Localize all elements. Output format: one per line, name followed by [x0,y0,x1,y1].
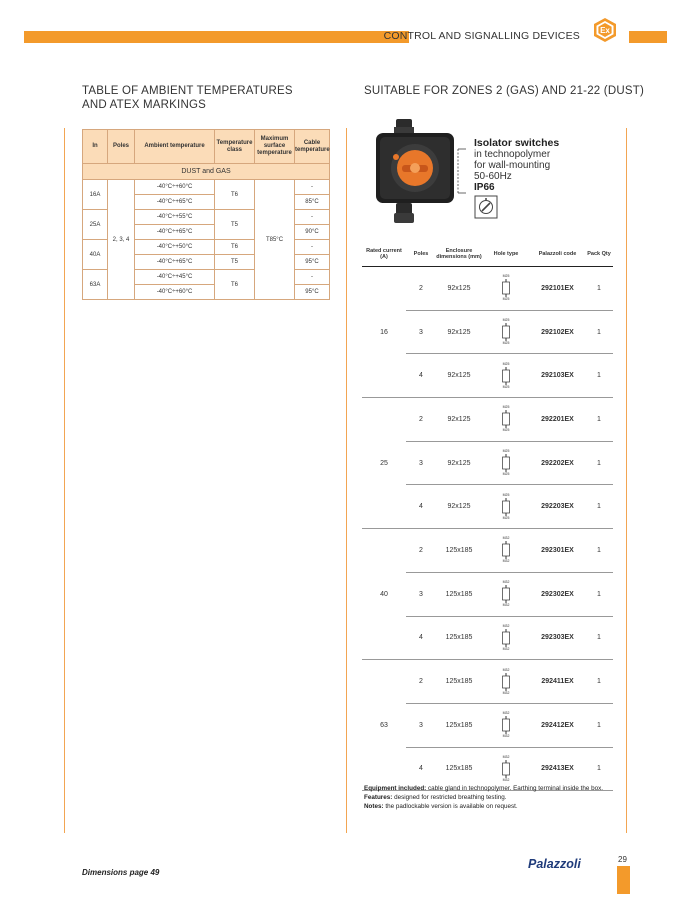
hole-label-top: M25 [502,405,510,410]
col-header: In [83,130,108,164]
in-cell: 40A [83,240,108,270]
class-cell: T6 [215,270,255,300]
dimensions-reference: Dimensions page 49 [82,868,160,877]
enclosure-hole-icon [501,279,511,297]
ambient-cell: -40°C÷+60°C [135,285,215,300]
pack-qty-cell: 1 [585,310,613,354]
equipment-note: Equipment included: cable gland in technopolymer. Earthing terminal inside the box. [364,785,604,792]
cable-cell: - [295,210,330,225]
hole-type-cell [482,529,530,573]
col-header: Palazzoli code [530,241,585,267]
palazzoli-code-cell: 292302EX [530,572,585,616]
ambient-cell: -40°C÷+50°C [135,240,215,255]
hole-type-cell [482,354,530,398]
col-header: Cable temperature [295,130,330,164]
hole-diagram [482,362,530,390]
class-cell: T5 [215,255,255,270]
hole-type-cell [482,441,530,485]
pack-qty-cell: 1 [585,529,613,573]
product-ip-rating: IP66 [474,182,495,193]
palazzoli-code-cell: 292413EX [530,747,585,791]
section-title: CONTROL AND SIGNALLING DEVICES [383,30,580,42]
poles-cell: 2, 3, 4 [108,180,135,300]
poles-cell: 3 [406,441,436,485]
hole-diagram [482,711,530,739]
poles-cell: 3 [406,310,436,354]
page-number: 29 [618,855,627,864]
hole-diagram [482,755,530,783]
palazzoli-code-cell: 292412EX [530,703,585,747]
rated-current-cell: 40 [362,529,406,660]
atex-ex-icon [592,17,618,43]
ambient-cell: -40°C÷+65°C [135,195,215,210]
poles-cell: 2 [406,398,436,442]
ambient-cell: -40°C÷+65°C [135,225,215,240]
ambient-table-title [82,84,302,112]
enclosure-hole-icon [501,760,511,778]
guide-line [64,128,65,833]
hole-diagram [482,624,530,652]
ambient-temperature-table [82,129,330,300]
hole-label-bottom: M32 [502,559,510,564]
guide-line [346,128,347,833]
palazzoli-code-cell: 292103EX [530,354,585,398]
palazzoli-code-cell: 292411EX [530,660,585,704]
dimensions-cell: 125x185 [436,747,482,791]
col-header: Maximum surface temperature [255,130,295,164]
product-table [362,241,613,791]
poles-cell: 2 [406,529,436,573]
dimensions-cell: 92x125 [436,441,482,485]
pack-qty-cell: 1 [585,485,613,529]
table-row [362,398,613,442]
palazzoli-code-cell: 292202EX [530,441,585,485]
cable-cell: 95°C [295,255,330,270]
cable-cell: 90°C [295,225,330,240]
guide-line [626,128,627,833]
palazzoli-code-cell: 292203EX [530,485,585,529]
palazzoli-code-cell: 292101EX [530,267,585,311]
hole-label-top: M32 [502,667,510,672]
hole-label-top: M25 [502,274,510,279]
palazzoli-code-cell: 292301EX [530,529,585,573]
dimensions-cell: 125x185 [436,660,482,704]
dimensions-cell: 125x185 [436,529,482,573]
hole-label-bottom: M32 [502,603,510,608]
brand-logo: Palazzoli [528,857,581,871]
poles-cell: 3 [406,572,436,616]
cable-cell: - [295,270,330,285]
cable-cell: 85°C [295,195,330,210]
dimensions-cell: 92x125 [436,398,482,442]
dimension-bracket [455,148,469,194]
col-header: Rated current (A) [362,241,406,267]
ambient-cell: -40°C÷+65°C [135,255,215,270]
pack-qty-cell: 1 [585,441,613,485]
enclosure-hole-icon [501,673,511,691]
table-row [362,660,613,704]
product-material: in technopolymer [474,149,551,160]
hole-diagram [482,668,530,696]
hole-label-top: M32 [502,623,510,628]
header-accent-bar-right [629,31,667,43]
poles-cell: 4 [406,616,436,660]
isolator-switch-photo [366,117,464,229]
product-title: Isolator switches [474,137,560,149]
table-row [83,180,330,195]
col-header: Temperature class [215,130,255,164]
poles-cell: 4 [406,485,436,529]
dimensions-cell: 92x125 [436,485,482,529]
ambient-title-line1: TABLE OF AMBIENT TEMPERATURES [82,85,293,97]
col-header: Poles [108,130,135,164]
dimensions-cell: 92x125 [436,310,482,354]
ambient-cell: -40°C÷+45°C [135,270,215,285]
poles-cell: 4 [406,747,436,791]
in-cell: 63A [83,270,108,300]
col-header: Ambient temperature [135,130,215,164]
hole-label-bottom: M25 [502,515,510,520]
dimensions-cell: 92x125 [436,354,482,398]
hole-label-bottom: M32 [502,690,510,695]
palazzoli-code-cell: 292201EX [530,398,585,442]
enclosure-hole-icon [501,716,511,734]
hole-diagram [482,580,530,608]
dimensions-cell: 125x185 [436,703,482,747]
hole-type-cell [482,572,530,616]
hole-label-top: M32 [502,711,510,716]
notes-block [364,784,624,811]
ambient-cell: -40°C÷+55°C [135,210,215,225]
rated-current-cell: 25 [362,398,406,529]
dimensions-cell: 125x185 [436,616,482,660]
class-cell: T6 [215,240,255,255]
dust-gas-label: DUST and GAS [83,164,330,180]
enclosure-hole-icon [501,410,511,428]
poles-cell: 4 [406,354,436,398]
hole-type-cell [482,660,530,704]
hole-type-cell [482,703,530,747]
col-header: Hole type [482,241,530,267]
pack-qty-cell: 1 [585,398,613,442]
table-row [362,529,613,573]
enclosure-hole-icon [501,454,511,472]
hole-type-cell [482,267,530,311]
hole-label-bottom: M32 [502,777,510,782]
in-cell: 16A [83,180,108,210]
notes-note: Notes: the padlockable version is available on request. [364,803,518,810]
enclosure-hole-icon [501,541,511,559]
hole-label-bottom: M25 [502,428,510,433]
pack-qty-cell: 1 [585,354,613,398]
ambient-cell: -40°C÷+60°C [135,180,215,195]
hole-label-top: M25 [502,318,510,323]
class-cell: T6 [215,180,255,210]
hole-label-bottom: M25 [502,341,510,346]
enclosure-hole-icon [501,367,511,385]
hole-diagram [482,318,530,346]
features-note: Features: designed for restricted breathing testing. [364,794,507,801]
zones-title: SUITABLE FOR ZONES 2 (GAS) AND 21-22 (DUST) [364,85,644,97]
rated-current-cell: 16 [362,267,406,398]
pack-qty-cell: 1 [585,747,613,791]
hole-type-cell [482,310,530,354]
product-mounting: for wall-mounting [474,160,551,171]
rotary-switch-icon [474,195,498,219]
pack-qty-cell: 1 [585,267,613,311]
hole-diagram [482,493,530,521]
palazzoli-code-cell: 292102EX [530,310,585,354]
hole-type-cell [482,398,530,442]
enclosure-hole-icon [501,498,511,516]
cable-cell: - [295,180,330,195]
rated-current-cell: 63 [362,660,406,791]
table-row [362,267,613,311]
hole-diagram [482,405,530,433]
max-surface-cell: T85°C [255,180,295,300]
col-header: Enclosure dimensions (mm) [436,241,482,267]
palazzoli-code-cell: 292303EX [530,616,585,660]
hole-label-bottom: M32 [502,646,510,651]
hole-label-top: M32 [502,536,510,541]
enclosure-hole-icon [501,323,511,341]
class-cell: T5 [215,210,255,240]
page-tab [617,866,630,894]
hole-label-top: M25 [502,449,510,454]
hole-label-top: M32 [502,754,510,759]
hole-label-top: M25 [502,492,510,497]
hole-label-bottom: M32 [502,734,510,739]
hole-type-cell [482,616,530,660]
pack-qty-cell: 1 [585,616,613,660]
hole-type-cell [482,485,530,529]
enclosure-hole-icon [501,585,511,603]
atex-logo-text: Ex [600,26,610,35]
poles-cell: 2 [406,267,436,311]
poles-cell: 3 [406,703,436,747]
pack-qty-cell: 1 [585,703,613,747]
hole-label-bottom: M25 [502,297,510,302]
header-accent-bar [24,31,409,43]
col-header: Pack Qty [585,241,613,267]
in-cell: 25A [83,210,108,240]
product-frequency: 50-60Hz [474,171,512,182]
cable-cell: - [295,240,330,255]
pack-qty-cell: 1 [585,660,613,704]
hole-label-top: M32 [502,580,510,585]
hole-label-bottom: M25 [502,472,510,477]
hole-diagram [482,274,530,302]
dimensions-cell: 92x125 [436,267,482,311]
poles-cell: 2 [406,660,436,704]
ambient-title-line2: AND ATEX MARKINGS [82,99,206,111]
cable-cell: 95°C [295,285,330,300]
hole-diagram [482,536,530,564]
enclosure-hole-icon [501,629,511,647]
col-header: Poles [406,241,436,267]
dimensions-cell: 125x185 [436,572,482,616]
hole-label-bottom: M25 [502,384,510,389]
pack-qty-cell: 1 [585,572,613,616]
hole-label-top: M25 [502,361,510,366]
hole-diagram [482,449,530,477]
